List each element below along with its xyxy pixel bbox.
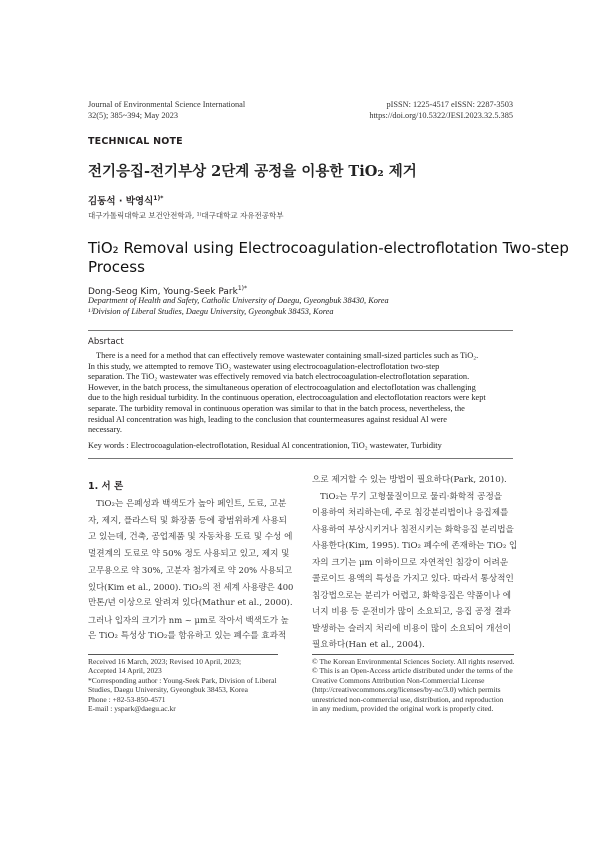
affiliation-korean: 대구가톨릭대학교 보건안전학과, ¹⁾대구대학교 자유전공학부	[88, 211, 284, 220]
abstract-line: There is a need for a method that can effectively remove wastewater containing small-sized particles such as TiO₂.	[96, 351, 479, 360]
affiliation-english-line-2: ¹⁾Division of Liberal Studies, Daegu University, Gyeongbuk 38453, Korea	[88, 306, 334, 316]
footnote-line[interactable]: E-mail : yspark@daegu.ac.kr	[88, 704, 176, 714]
text-line: 이용하여 처리하는데, 주로 침강분리법이나 응집제를	[312, 508, 509, 518]
abstract-line: due to the high residual turbidity. In the continuous operation, electrocoagulation and electoflotation reactors were kept	[88, 393, 486, 403]
text-line: 사용하여 부상시키거나 침전시키는 화학응집 분리법을	[312, 524, 514, 535]
footnote-line: Accepted 14 April, 2023	[88, 666, 162, 676]
abstract-line: residual Al concentration was high, leading to the conclusion that countermeasures against residual Al were	[88, 414, 447, 424]
abstract-heading: Absrtact	[88, 337, 124, 347]
text-line: TiO₂는 무기 고형물질이므로 물리·화학적 공정을	[320, 491, 503, 502]
journal-header-left	[88, 99, 245, 121]
footnote-line: Studies, Daegu University, Gyeongbuk 38453, Korea	[88, 685, 248, 695]
abstract-line: necessary.	[88, 425, 122, 435]
footnote-line: Creative Commons Attribution Non-Commercial License	[312, 675, 485, 685]
left-column-text	[88, 496, 293, 645]
footnote-left	[88, 657, 298, 713]
text-line: 고 있는데, 건축, 공업제품 및 자동차용 도료 및 수성 에	[88, 532, 293, 542]
journal-header-right	[369, 99, 513, 121]
text-line: 으로 제거할 수 있는 방법이 필요하다(Park, 2010).	[312, 475, 507, 485]
footnote-line: Received 16 March, 2023; Revised 10 April, 2023;	[88, 657, 242, 666]
text-line: 만톤/년 이상으로 알려져 있다(Mathur et al., 2000).	[88, 598, 293, 608]
text-line: TiO₂는 은폐성과 백색도가 높아 페인트, 도료, 고분	[96, 499, 287, 509]
text-line: 멀젼계의 도료로 약 50% 정도 사용되고 있고, 제지 및	[88, 548, 290, 559]
text-line: 발생하는 슬러지 처리에 비용이 많이 소요되어 개선이	[312, 623, 512, 634]
authors-english-names: Dong-Seog Kim, Young-Seek Park	[88, 287, 238, 297]
affiliation-english-line-1: Department of Health and Safety, Catholic University of Daegu, Gyeongbuk 38430, Korea	[88, 296, 389, 305]
keywords-label: Key words :	[88, 441, 131, 450]
text-line: 자의 크기는 μm 이하이므로 자연적인 침강이 어려운	[312, 557, 509, 568]
text-line: 자, 제지, 플라스틱 및 화장품 등에 광범위하게 사용되	[88, 515, 287, 526]
text-line: 은 TiO₂ 특성상 TiO₂를 함유하고 있는 폐수를 효과적	[88, 631, 287, 641]
text-line: 고무용으로 약 30%, 고분자 첨가제로 약 20% 사용되고	[88, 565, 293, 575]
right-column-text	[312, 472, 517, 654]
footnote-rule-left	[88, 654, 278, 655]
footnote-line: Phone : +82-53-850-4571	[88, 694, 166, 704]
footnote-line: in any medium, provided the original work is properly cited.	[312, 704, 494, 714]
abstract-line: separation. The TiO₂ wastewater was effectively removed via batch electrocoagulation-electroflotation separation.	[88, 372, 470, 382]
authors-korean-sup: 1)*	[153, 194, 164, 202]
abstract-top-rule	[88, 330, 513, 331]
title-english-line-2: Process	[88, 258, 145, 276]
footnote-right	[312, 657, 522, 713]
affiliation-english	[88, 296, 389, 317]
journal-issn: pISSN: 1225-4517 eISSN: 2287-3503	[386, 100, 513, 109]
abstract-bottom-rule	[88, 458, 513, 459]
text-line: 너지 비용 등 운전비가 많이 소요되고, 응집 공정 결과	[312, 607, 511, 617]
footnote-rule-right	[312, 654, 514, 655]
text-line: 있다(Kim et al., 2000). TiO₂의 전 세계 사용량은 400	[88, 581, 294, 592]
title-korean: 전기응집-전기부상 2단계 공정을 이용한 TiO₂ 제거	[88, 163, 417, 180]
footnote-line[interactable]: (http://creativecommons.org/licenses/by-nc/3.0) which permits	[312, 685, 501, 695]
journal-doi[interactable]: https://doi.org/10.5322/JESI.2023.32.5.385	[369, 111, 513, 120]
abstract-line: In this study, we attempted to remove TiO₂ wastewater using electrocoagulation-electroflotation two-step	[88, 361, 440, 371]
text-line: 침강법으로는 분리가 어렵고, 화학응집은 약품이나 에	[312, 590, 512, 601]
text-line: 필요하다(Han et al., 2004).	[312, 640, 425, 650]
abstract-line: separate. The turbidity removal in continuous operation was similar to that in the batch process, nevertheless, the	[88, 403, 465, 413]
journal-name: Journal of Environmental Science International	[88, 100, 246, 109]
abstract-body	[88, 351, 514, 436]
footnote-line: © The Korean Environmental Sciences Society. All rights reserved.	[312, 657, 515, 666]
footnote-line: *Corresponding author : Young-Seek Park, Division of Liberal	[88, 675, 277, 685]
abstract-line: However, in the batch process, the simultaneous operation of electrocoagulation and electoflotation was challenging	[88, 382, 476, 392]
article-type: TECHNICAL NOTE	[88, 136, 183, 147]
authors-english-sup: 1)*	[237, 285, 247, 292]
keywords-list: Electrocoagulation-electroflotation, Residual Al concentrationion, TiO₂ wastewater, Turbidity	[130, 441, 442, 450]
text-line: 콜로이드 용액의 특성을 가지고 있다. 따라서 통상적인	[312, 574, 514, 584]
section-heading-intro: 1. 서 론	[88, 481, 124, 492]
authors-korean	[88, 193, 163, 207]
text-line: 사용한다(Kim, 1995). TiO₂ 폐수에 존재하는 TiO₂ 입	[312, 541, 518, 551]
keywords	[88, 441, 442, 450]
title-english-line-1: TiO₂ Removal using Electrocoagulation-electroflotation Two-step	[88, 239, 569, 257]
footnote-line: unrestricted non-commercial use, distribution, and reproduction	[312, 694, 504, 704]
authors-korean-names: 김동석 · 박영식	[88, 196, 154, 207]
title-english	[88, 239, 569, 277]
text-line: 그러나 입자의 크기가 nm ~ μm로 작아서 백색도가 높	[88, 614, 289, 625]
footnote-line: © This is an Open-Access article distributed under the terms of the	[312, 666, 513, 676]
journal-volume: 32(5); 385~394; May 2023	[88, 111, 178, 120]
